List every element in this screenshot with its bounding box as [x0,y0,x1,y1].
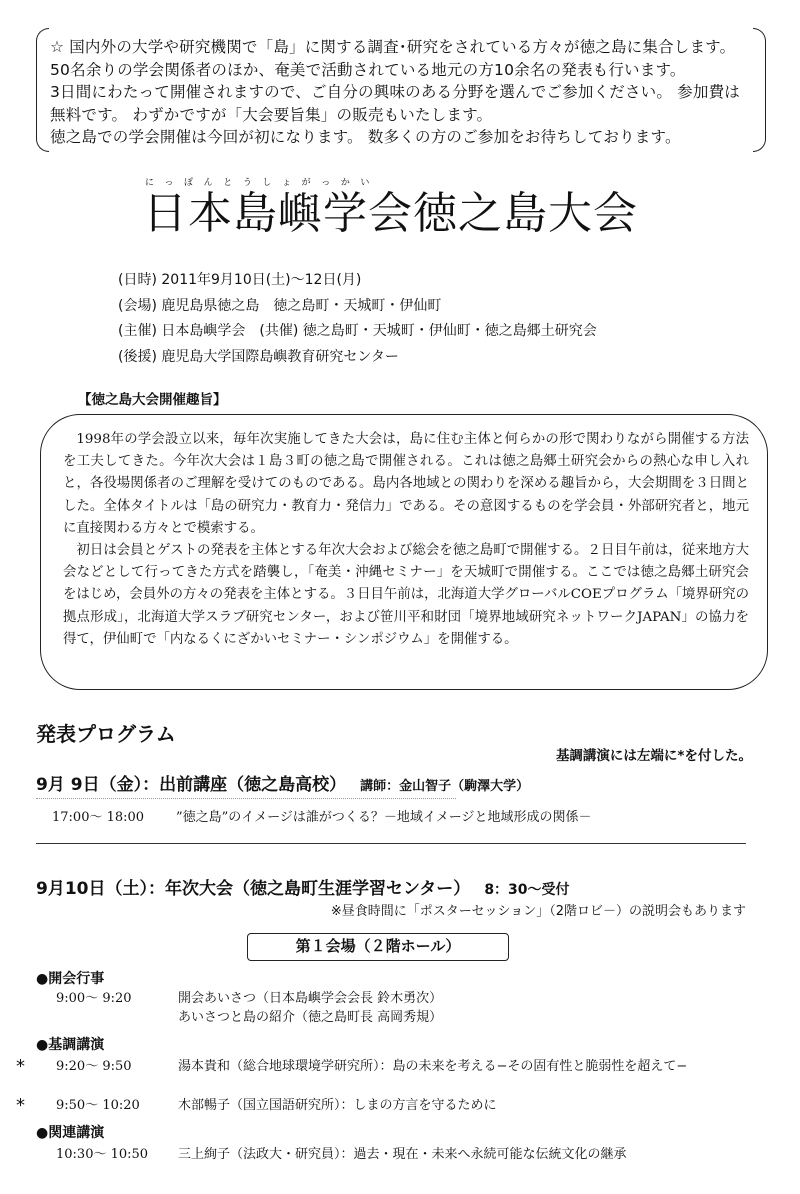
row-time: 9:50～ 10:20 [56,1098,140,1113]
aim-paragraph: 初日は会員とゲストの発表を主体とする年次大会および総会を徳之島町で開催する。２日目午前は，従来地方大会などとして行ってきた方式を踏襲し，「奄美・沖縄セミナー」を天城町で開催する。ここでは徳之島郷土研究会をはじめ，会員外の方々の発表を主体とする。３日目午前は，北海道大学グローバルCOEプログラム「境界研究の拠点形成」，北海道大学スラブ研究センター，および笹川平和財団「境界地域研究ネットワークJAPAN」の協力を得て，伊仙町で「内なるくにざかいセミナー・シンポジウム」を開催する。 [63,543,749,647]
day1-dotted-divider [36,798,456,799]
row-time: 9:20～ 9:50 [56,1059,132,1074]
intro-line: 徳之島での学会開催は今回が初になります。 数多くの方のご参加をお待ちしております。 [50,128,681,146]
intro-text [50,36,740,149]
keynote-marker: * [16,1095,25,1116]
info-organizer: (主催) 日本島嶼学会 (共催) 徳之島町・天城町・伊仙町・徳之島郷土研究会 [118,323,597,339]
program-heading: 発表プログラム [36,722,176,746]
intro-line: 50名余りの学会関係者のほか、奄美で活動されている地元の方10余名の発表も行います。 [50,60,686,79]
intro-box [36,28,766,150]
row-desc: あいさつと島の紹介（徳之島町長 高岡秀規） [178,1010,443,1025]
intro-bracket-right [753,28,766,152]
row-desc: 木部暢子（国立国語研究所）：しまの方言を守るために [178,1098,497,1113]
day2-title: 9月10日（土）：年次大会（徳之島町生涯学習センター） [36,879,471,899]
info-venue: (会場) 鹿児島県徳之島 徳之島町・天城町・伊仙町 [118,297,442,314]
info-support: (後援) 鹿児島大学国際島嶼教育研究センター [118,348,399,365]
day1-time: 17:00～ 18:00 [52,810,145,825]
day1-heading [36,770,529,795]
info-date: (日時) 2011年9月10日(土)～12日(月) [118,272,362,288]
page-title: 日本島嶼学会徳之島大会 [143,188,638,239]
aim-label: 【徳之島大会開催趣旨】 [78,392,227,408]
section-keynote: ●基調講演 [36,1037,105,1053]
intro-line: 3日間にわたって開催されますので、ご自分の興味のある分野を選んでご参加ください。 参加費は [50,83,740,101]
day2-heading [36,874,570,899]
section-related: ●関連講演 [36,1125,105,1141]
row-desc: 三上絢子（法政大・研究員）：過去・現在・未来へ永続可能な伝統文化の継承 [178,1147,627,1162]
section-divider [36,843,746,844]
intro-bracket-left [36,28,49,152]
keynote-marker: * [16,1056,25,1077]
section-opening: ●開会行事 [36,971,105,987]
intro-line: ☆ 国内外の大学や研究機関で「島」に関する調査･研究をされている方々が徳之島に集合します。 [50,38,736,56]
row-desc: 開会あいさつ（日本島嶼学会会長 鈴木勇次） [178,991,443,1006]
row-time: 10:30～ 10:50 [56,1147,149,1162]
intro-line: 無料です。 わずかですが「大会要旨集」の販売もいたします。 [50,105,493,124]
event-info [118,268,597,370]
day1-lecturer: 講師：金山智子（駒澤大学） [360,779,530,794]
lunch-note: ※昼食時間に「ポスターセッション」（2階ロビ－）の説明会もあります [330,904,746,919]
aim-box [40,414,768,690]
hall-label: 第１会場（２階ホール） [247,933,509,961]
row-desc: 湯本貴和（総合地球環境学研究所）：島の未来を考える−その固有性と脆弱性を超えて− [178,1059,688,1074]
title-ruby: にっぽんとうしょがっかい [145,178,381,188]
row-time: 9:00～ 9:20 [56,991,132,1006]
program-note: 基調講演には左端に*を付した。 [555,748,752,764]
day2-reception: 8：30～受付 [484,882,570,898]
aim-paragraph: 1998年の学会設立以来，毎年次実施してきた大会は，島に住む主体と何らかの形で関わりながら開催する方法を工夫してきた。今年次大会は１島３町の徳之島で開催される。これは徳之島郷土研究会からの熱心な申し入れと，各役場関係者のご理解を受けてのものである。島内各地域との関わりを深める趣旨から，大会期間を３日間とした。全体タイトルは「島の研究力・教育力・発信力」である。その意図するものを学会員・外部研究者と，地元に直接関わる方々とで模索する。 [63,432,749,536]
day1-talk-title: ”徳之島”のイメージは誰がつくる？－地域イメージと地域形成の関係－ [176,810,592,825]
aim-text [63,429,749,651]
day1-title: 9月 9日（金）：出前講座（徳之島高校） [36,775,347,795]
